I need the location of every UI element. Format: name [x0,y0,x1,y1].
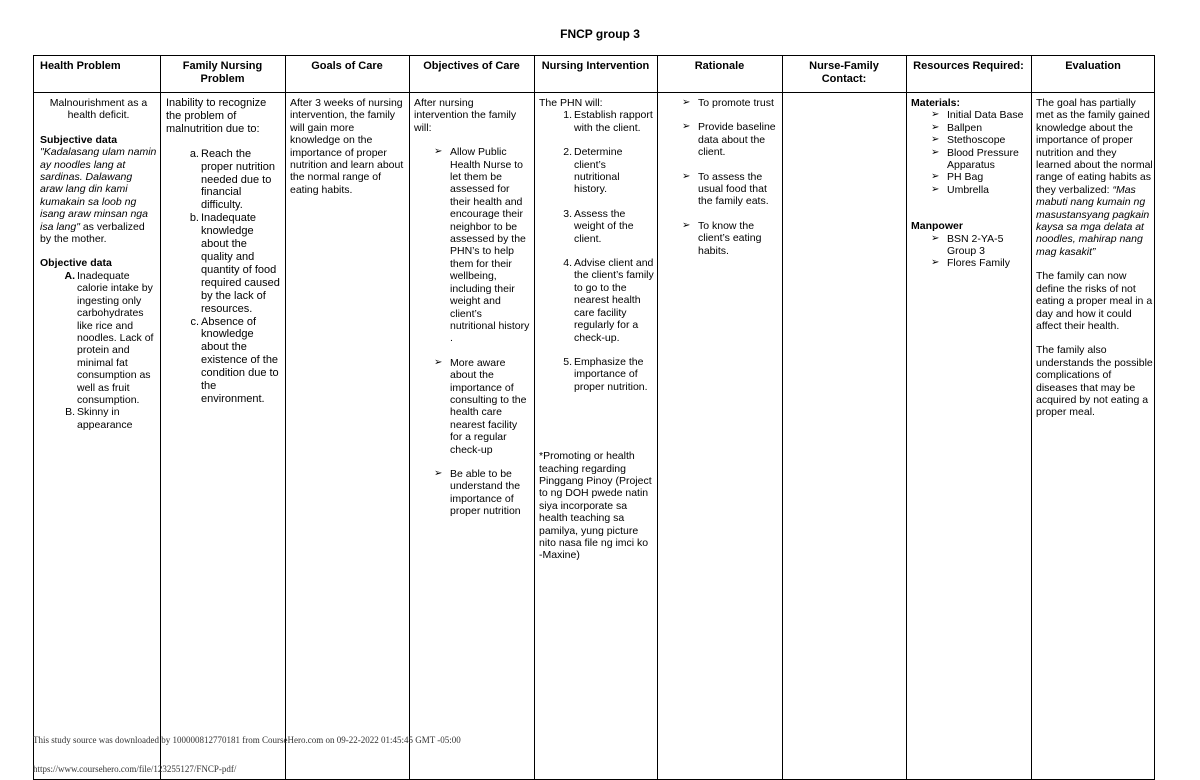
manpower-list [911,233,1029,270]
column-divider [285,55,286,780]
family-problem-intro: Inability to recognize the problem of malnutrition due to: [166,97,267,135]
list-item: ➢ Initial Data Base [931,109,1024,122]
subjective-data-text: "Kadalasang ulam namin ay noodles lang at sardinas. Dalawang araw lang din kami kumakain sa loob ng isang araw minsan nga isa lang" as verbalized by the mother. [40,146,157,246]
column-divider [906,55,907,780]
arrow-bullet-icon: ➢ [931,257,940,269]
objectives-list [414,146,530,517]
header-nurse-family-contact: Nurse-Family Contact: [809,60,879,85]
rationale-list [662,97,778,257]
arrow-bullet-icon: ➢ [931,121,940,133]
header-health-problem: Health Problem [40,60,121,72]
list-item: c. Absence of knowledge about the existence of the condition due to the environment. [190,315,279,405]
list-item: ➢ To promote trust [682,97,774,109]
rationale-cell [662,97,778,257]
arrow-bullet-icon: ➢ [434,356,443,368]
intervention-intro: The PHN will: [539,97,603,109]
column-divider [534,55,535,780]
arrow-bullet-icon: ➢ [434,146,443,158]
list-item: ➢ Blood Pressure Apparatus [931,146,1019,172]
materials-list [911,109,1029,196]
column-divider [409,55,410,780]
family-nursing-problem-cell [166,97,281,406]
list-item: ➢ Be able to be understand the importance of proper nutrition [434,467,521,518]
list-item: ➢ Stethoscope [931,134,1006,147]
objectives-intro: After nursing intervention the family will: [414,97,517,134]
objectives-of-care-cell [414,97,530,518]
header-resources-required: Resources Required: [913,60,1024,72]
arrow-bullet-icon: ➢ [931,171,940,183]
column-divider [782,55,783,780]
list-item: ➢ To assess the usual food that the family eats. [682,170,769,208]
list-item: 1. Establish rapport with the client. [563,109,653,134]
list-item: b. Inadequate knowledge about the quality and quantity of food required caused by the lack of resources. [189,212,280,315]
document-title: FNCP group 3 [560,27,640,41]
list-item: 4. Advise client and the client’s family to go to the nearest health care facility regularly for a check-up. [563,257,654,344]
resources-cell [911,97,1029,270]
column-divider [657,55,658,780]
list-item: ➢ More aware about the importance of consulting to the health care nearest facility for a regular check-up [434,356,527,456]
subjective-data-label: Subjective data [40,133,118,146]
evaluation-paragraph-3: The family also understands the possible complications of diseases that may be acquired by not eating a proper meal. [1036,344,1153,419]
list-item: ➢ Allow Public Health Nurse to let them be assessed for their health and encourage their neighbor to be assessed by the PHN’s to help them for their wellbeing, including their weight and client’s nutritional history . [434,146,530,345]
arrow-bullet-icon: ➢ [931,232,940,244]
arrow-bullet-icon: ➢ [682,97,691,108]
evaluation-cell [1036,97,1153,419]
list-item: 5. Emphasize the importance of proper nutrition. [563,355,648,393]
list-item: a. Reach the proper nutrition needed due to financial difficulty. [189,147,275,212]
column-divider [1031,55,1032,780]
list-item: ➢ Ballpen [931,121,983,134]
header-objectives-of-care: Objectives of Care [423,60,520,72]
arrow-bullet-icon: ➢ [931,146,940,158]
health-problem-cell [40,97,157,431]
arrow-bullet-icon: ➢ [682,170,691,182]
list-item: ➢ To know the client’s eating habits. [682,219,762,257]
goals-of-care-cell: After 3 weeks of nursing intervention, the family will gain more knowledge on the importance of proper nutrition and learn about the normal range of eating habits. [290,97,404,196]
arrow-bullet-icon: ➢ [682,121,691,133]
list-item: ➢ BSN 2-YA-5 Group 3 [931,232,1004,258]
arrow-bullet-icon: ➢ [931,183,940,195]
list-item: ➢ Provide baseline data about the client. [682,121,776,159]
objective-data-list [40,270,157,431]
list-item: 2. Determine client’s nutritional history. [563,146,623,196]
header-evaluation: Evaluation [1065,60,1121,72]
header-nursing-intervention: Nursing Intervention [541,60,650,72]
health-deficit-text: Malnourishment as a health deficit. [49,97,148,122]
list-item: ➢ Flores Family [931,257,1011,270]
arrow-bullet-icon: ➢ [931,134,940,146]
header-rationale: Rationale [694,60,745,72]
manpower-label: Manpower [911,220,963,233]
column-divider [160,55,161,780]
family-problem-list [166,148,281,406]
arrow-bullet-icon: ➢ [682,219,691,231]
header-family-nursing-problem: Family Nursing Problem [182,60,263,85]
list-item: B. Skinny in appearance [65,406,133,431]
evaluation-paragraph-2: The family can now define the risks of not eating a proper meal in a day and how it could affect their health. [1036,270,1153,332]
evaluation-paragraph-1: The goal has partially met as the family gained knowledge about the importance of proper nutrition and they learned about the normal range of eating habits as they verbalized: “Mas mabuti nang kumain ng masustansyang pagkain kaysa sa mga delata at noodles, mahirap nang mag kasakit” [1036,97,1153,258]
download-watermark: This study source was downloaded by 100000812770181 from CourseHero.com on 09-22-2022 01:45:45 GMT -05:00 [33,735,461,745]
objective-data-label: Objective data [40,257,112,270]
intervention-list [539,109,654,393]
list-item: A. Inadequate calorie intake by ingesting only carbohydrates like rice and noodles. Lack of protein and minimal fat consumption as well as fruit consumption. [64,269,154,406]
arrow-bullet-icon: ➢ [931,109,940,121]
source-url-link[interactable]: https://www.coursehero.com/file/123255127/FNCP-pdf/ [33,764,237,774]
header-divider [33,92,1155,93]
list-item: ➢ Umbrella [931,183,990,196]
list-item: ➢ PH Bag [931,171,984,184]
header-goals-of-care: Goals of Care [311,60,383,72]
arrow-bullet-icon: ➢ [434,467,443,479]
intervention-note: *Promoting or health teaching regarding Pinggang Pinoy (Project to ng DOH pwede natin siya incorporate sa health teaching sa pamilya, yung picture nito nasa file ng imci ko -Maxine) [539,450,652,562]
materials-label: Materials: [911,97,961,109]
nursing-intervention-cell [539,97,654,562]
list-item: 3. Assess the weight of the client. [563,207,634,245]
